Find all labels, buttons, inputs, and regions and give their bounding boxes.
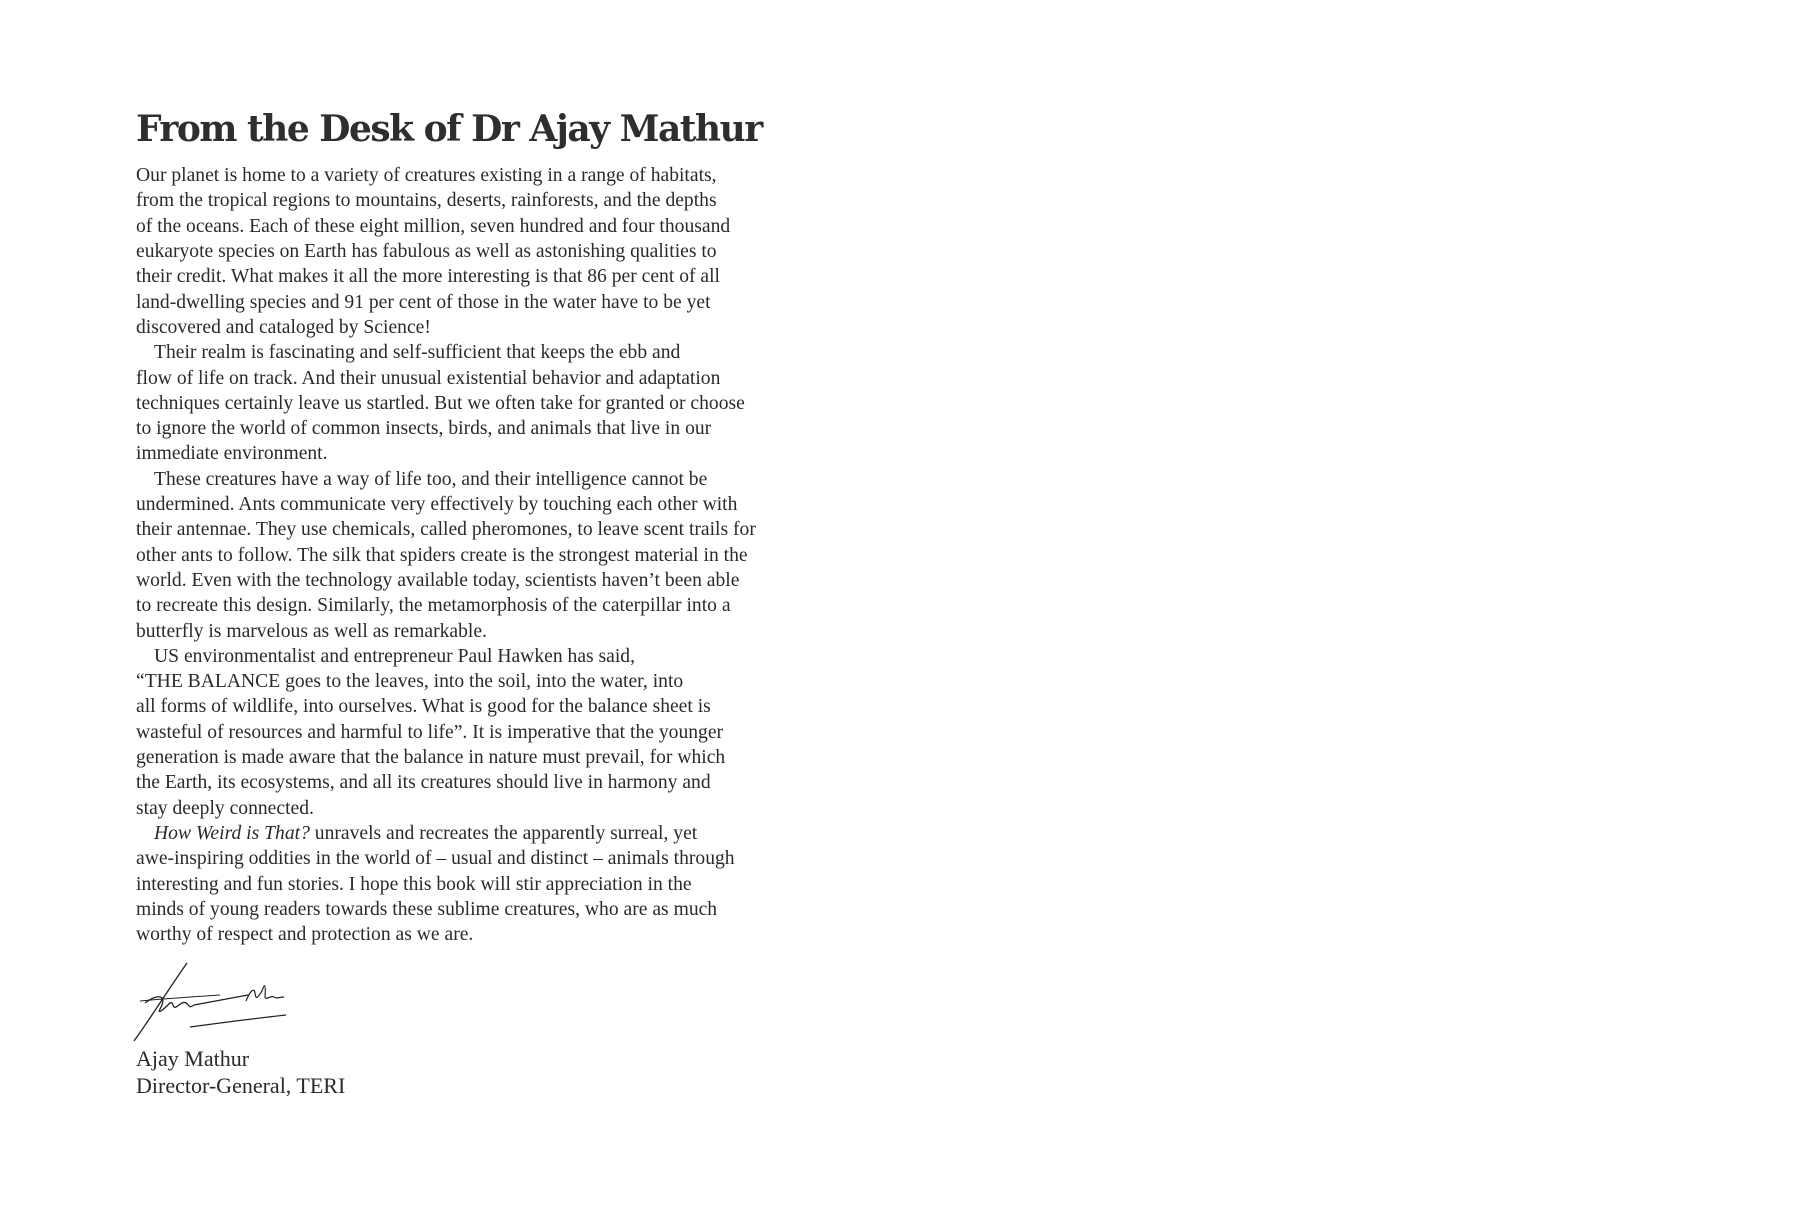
text-line: Our planet is home to a variety of creatures existing in a range of habitats, (136, 165, 717, 187)
text-line: from the tropical regions to mountains, deserts, rainforests, and the depths (136, 190, 717, 212)
text-line: “THE BALANCE goes to the leaves, into the soil, into the water, into (136, 671, 684, 693)
text-line: other ants to follow. The silk that spiders create is the strongest material in the (136, 544, 748, 566)
text-line: their credit. What makes it all the more interesting is that 86 per cent of all (136, 266, 720, 288)
text-line: their antennae. They use chemicals, called pheromones, to leave scent trails for (136, 519, 756, 541)
signature-icon (130, 957, 290, 1043)
text-line: world. Even with the technology available today, scientists haven’t been able (136, 569, 740, 591)
text-fragment: unravels and recreates the apparently surreal, yet (309, 822, 698, 844)
text-line: to recreate this design. Similarly, the metamorphosis of the caterpillar into a (136, 595, 731, 617)
text-line: to ignore the world of common insects, birds, and animals that live in our (136, 418, 712, 440)
text-line: land-dwelling species and 91 per cent of those in the water have to be yet (136, 291, 711, 313)
text-line: These creatures have a way of life too, and their intelligence cannot be (154, 468, 708, 490)
text-line: stay deeply connected. (136, 797, 314, 819)
letter-body (136, 163, 836, 947)
text-line: worthy of respect and protection as we are. (136, 924, 474, 946)
text-line: US environmentalist and entrepreneur Paul Hawken has said, (154, 645, 636, 667)
paragraph-3 (136, 467, 836, 644)
paragraph-4 (136, 644, 836, 821)
text-line (136, 821, 836, 846)
text-line: wasteful of resources and harmful to life”. It is imperative that the younger (136, 721, 724, 743)
text-line: interesting and fun stories. I hope this book will stir appreciation in the (136, 873, 692, 895)
signoff-block (136, 1045, 836, 1099)
book-title: How Weird is That? (154, 822, 310, 844)
text-line: eukaryote species on Earth has fabulous as well as astonishing qualities to (136, 241, 717, 263)
page-title: From the Desk of Dr Ajay Mathur (136, 108, 762, 150)
text-line: butterfly is marvelous as well as remarkable. (136, 620, 487, 642)
text-line: of the oceans. Each of these eight million, seven hundred and four thousand (136, 215, 731, 237)
text-line: all forms of wildlife, into ourselves. What is good for the balance sheet is (136, 696, 711, 718)
text-line: minds of young readers towards these sublime creatures, who are as much (136, 898, 718, 920)
text-line: undermined. Ants communicate very effectively by touching each other with (136, 494, 738, 516)
text-line: Their realm is fascinating and self-sufficient that keeps the ebb and (154, 342, 681, 364)
text-line: awe-inspiring oddities in the world of – usual and distinct – animals through (136, 848, 735, 870)
text-line: discovered and cataloged by Science! (136, 316, 431, 338)
signer-name: Ajay Mathur (136, 1046, 250, 1072)
text-line: the Earth, its ecosystems, and all its creatures should live in harmony and (136, 772, 711, 794)
text-line: techniques certainly leave us startled. But we often take for granted or choose (136, 392, 745, 414)
paragraph-5 (136, 821, 836, 947)
text-line: flow of life on track. And their unusual existential behavior and adaptation (136, 367, 721, 389)
text-line: immediate environment. (136, 443, 328, 465)
letter-page (136, 108, 836, 1099)
signer-title: Director-General, TERI (136, 1073, 346, 1099)
paragraph-1 (136, 163, 836, 340)
text-line: generation is made aware that the balance in nature must prevail, for which (136, 747, 726, 769)
paragraph-2 (136, 340, 836, 466)
